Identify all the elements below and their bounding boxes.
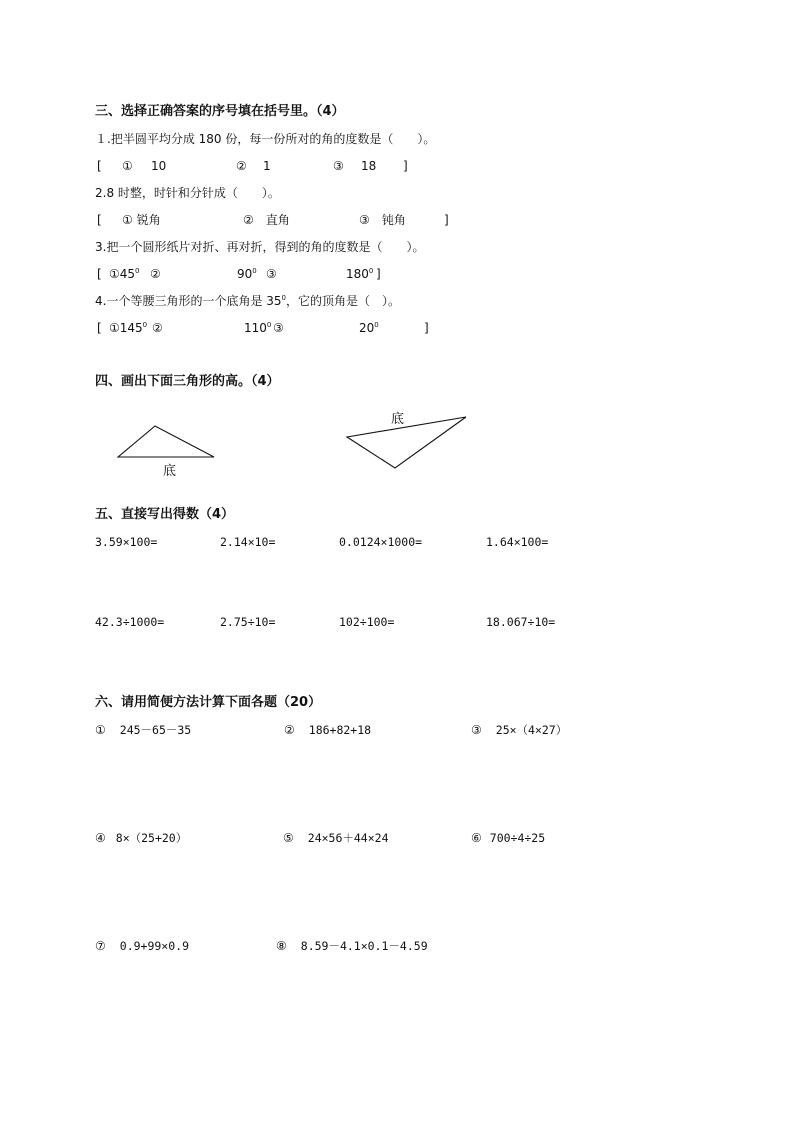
problem-number: ⑥ — [471, 831, 482, 845]
question-4-left-bracket: [ — [97, 321, 102, 335]
degree-mark: 0 — [266, 321, 272, 329]
question-1-option-3-number: ③ — [333, 159, 344, 173]
problem-number: ④ — [95, 831, 106, 845]
question-3-option-2-value: $90^0$ — [237, 267, 257, 281]
problem-number: ⑤ — [283, 831, 294, 845]
problem-item — [471, 830, 545, 846]
problem-expression: 8.59－4.1×0.1－4.59 — [300, 939, 428, 953]
question-1-right-bracket: ] — [403, 159, 408, 173]
question-2-option-1: ① 锐角 — [122, 213, 161, 227]
problem-item — [95, 722, 191, 738]
calc-item: 102÷100= — [339, 615, 395, 629]
question-1-left-bracket: [ — [97, 159, 102, 173]
problem-expression: 700÷4÷25 — [489, 831, 546, 845]
section-3-title: 三、选择正确答案的序号填在括号里。（4） — [95, 104, 345, 119]
problem-item — [284, 722, 371, 738]
question-2-option-2: ② 直角 — [243, 213, 290, 227]
question-3-option-1: $①45^0$ — [109, 267, 140, 281]
problem-expression: 245－65－35 — [119, 723, 192, 737]
triangle-2-base-label: 底 — [391, 412, 405, 427]
question-3-option-3-number: ③ — [266, 267, 277, 281]
question-1-option-1-value: 10 — [151, 159, 167, 173]
problem-number: ③ — [471, 723, 482, 737]
question-3-option-3-value: $180^0$ — [346, 267, 374, 281]
problem-expression: 0.9+99×0.9 — [119, 939, 190, 953]
problem-item — [95, 830, 187, 846]
calc-item: 18.067÷10= — [486, 615, 556, 629]
triangle-2 — [340, 410, 472, 474]
question-2-left-bracket: [ — [97, 213, 102, 227]
calc-item: 1.64×100= — [486, 535, 549, 549]
calc-item: 42.3÷1000= — [95, 615, 165, 629]
question-4-right-bracket: ] — [424, 321, 429, 335]
triangle-1 — [110, 420, 222, 466]
problem-expression: 186+82+18 — [308, 723, 372, 737]
calc-item: 0.0124×1000= — [339, 535, 423, 549]
calc-item: 2.14×10= — [220, 535, 276, 549]
question-1-text: １.把半圆平均分成 180 份，每一份所对的角的度数是（ ）。 — [95, 132, 436, 146]
degree-mark: 0 — [374, 321, 379, 329]
degree-mark: 0 — [135, 267, 140, 275]
problem-number: ① — [95, 723, 106, 737]
degree-mark: 0 — [281, 294, 287, 302]
problem-number: ② — [284, 723, 295, 737]
section-4-title: 四、画出下面三角形的高。（4） — [95, 374, 280, 389]
degree-mark: 0 — [252, 267, 257, 275]
problem-number: ⑧ — [276, 939, 287, 953]
section-5-title: 五、直接写出得数（4） — [95, 507, 235, 522]
problem-expression: 24×56＋44×24 — [307, 831, 389, 845]
question-1-option-2-number: ② — [236, 159, 247, 173]
calc-item: 3.59×100= — [95, 535, 158, 549]
question-4-option-1: $①145^0$ — [109, 321, 148, 335]
degree-mark: 0 — [142, 321, 148, 329]
question-4-option-3-value: $20^0$ — [359, 321, 379, 335]
question-3-text: 3.把一个圆形纸片对折、再对折，得到的角的度数是（ ）。 — [95, 240, 425, 254]
question-1-option-2-value: 1 — [263, 159, 271, 173]
problem-item — [471, 722, 567, 738]
problem-item — [283, 830, 389, 846]
question-2-text: 2.8 时整，时针和分针成（ ）。 — [95, 186, 280, 200]
question-2-option-3: ③ 钝角 — [359, 213, 406, 227]
question-3-right-bracket: ] — [376, 267, 381, 281]
triangle-1-base-label: 底 — [163, 464, 177, 479]
question-4-option-3-number: ③ — [273, 321, 284, 335]
question-1-option-1-number: ① — [122, 159, 133, 173]
question-3-option-2-number: ② — [150, 267, 161, 281]
question-4-text: 4.一个等腰三角形的一个底角是 $35^0$，它的顶角是（ ）。 — [95, 294, 401, 308]
question-4-option-2-value: $110^0$ — [244, 321, 272, 335]
question-4-option-2-number: ② — [152, 321, 163, 335]
section-6-title: 六、请用简便方法计算下面各题（20） — [95, 695, 322, 710]
problem-number: ⑦ — [95, 939, 106, 953]
problem-item — [95, 938, 189, 954]
question-2-right-bracket: ] — [444, 213, 449, 227]
problem-expression: 25×（4×27） — [495, 723, 568, 737]
question-3-left-bracket: [ — [97, 267, 102, 281]
degree-mark: 0 — [368, 267, 374, 275]
calc-item: 2.75÷10= — [220, 615, 276, 629]
problem-expression: 8×（25+20） — [115, 831, 188, 845]
question-1-option-3-value: 18 — [361, 159, 377, 173]
problem-item — [276, 938, 428, 954]
